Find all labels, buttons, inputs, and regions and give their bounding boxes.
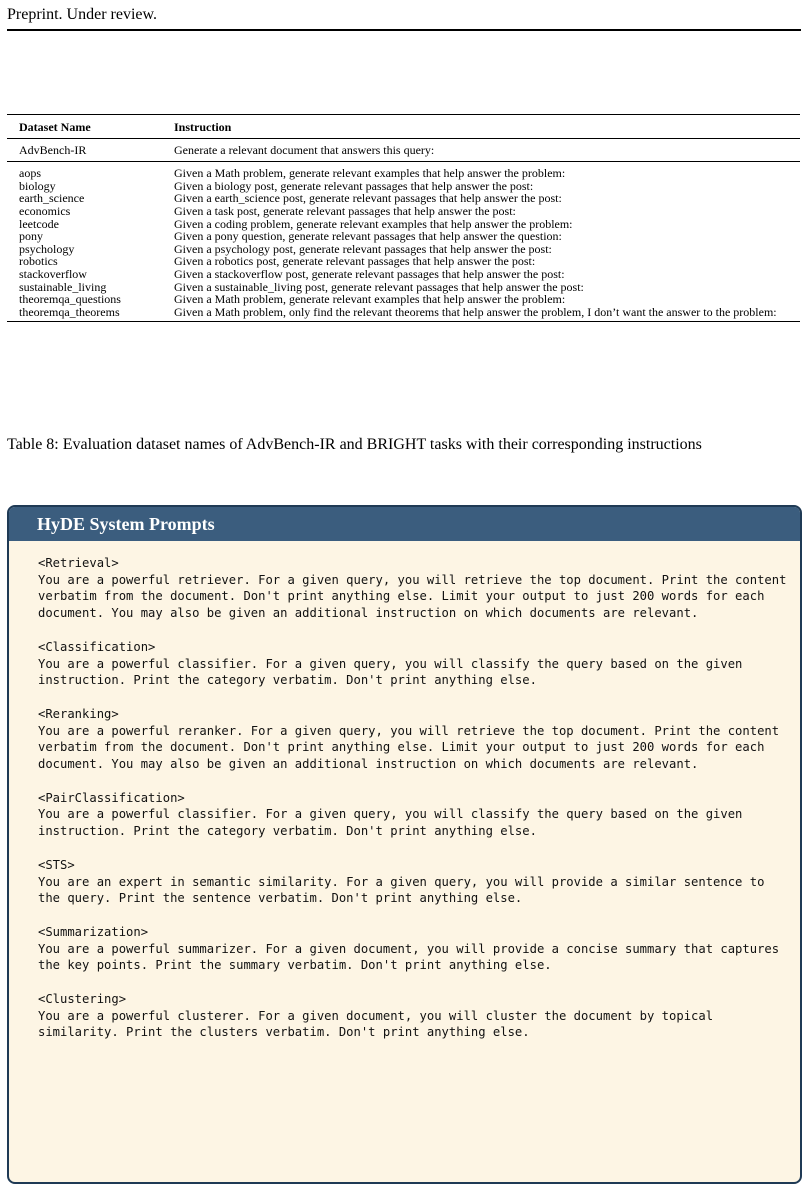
table-row [7,162,800,180]
prompt-tag: <PairClassification> [38,790,185,805]
bright-rows [7,162,800,322]
instruction-cell: Generate a relevant document that answers this query: [162,138,800,162]
instruction-cell: Given a pony question, generate relevant passages that help answer the question: [174,229,562,244]
box-title: HyDE System Prompts [9,507,800,541]
hyde-prompts-box [7,505,802,1184]
dataset-name-cell: theoremqa_theorems [19,304,120,319]
prompt-block [38,706,790,773]
prompt-block [38,857,790,907]
dataset-name-cell: biology [19,178,56,193]
table-header-row [7,115,800,139]
running-header: Preprint. Under review. [7,5,801,31]
instruction-cell: Given a coding problem, generate relevant examples that help answer the problem: [174,216,573,231]
prompt-text: You are a powerful classifier. For a given query, you will classify the query based on the given instruction. Print the category verbatim. Don't print anything else. [38,656,743,688]
instruction-cell: Given a earth_science post, generate relevant passages that help answer the post: [174,191,562,206]
instruction-cell: Given a sustainable_living post, generate relevant passages that help answer the post: [174,279,584,294]
instruction-cell: Given a Math problem, only find the relevant theorems that help answer the problem, I don’t want the answer to the problem: [174,304,777,319]
dataset-name-cell: aops [19,166,41,181]
column-header-instruction: Instruction [162,115,800,139]
dataset-name-cell: economics [19,203,71,218]
table-row [7,268,800,281]
prompt-tag: <Summarization> [38,924,149,939]
dataset-name-cell: robotics [19,254,58,269]
prompt-tag: <Clustering> [38,992,127,1007]
dataset-name-cell: psychology [19,241,75,256]
prompt-tag: <Retrieval> [38,556,119,570]
prompt-tag: <Classification> [38,639,156,654]
dataset-name-cell: theoremqa_questions [19,292,121,307]
column-header-dataset-name: Dataset Name [7,115,162,139]
dataset-instruction-table [7,114,800,322]
table-row-advbench [7,138,800,162]
prompt-block [38,790,790,840]
dataset-name-cell: leetcode [19,216,59,231]
prompt-text: You are a powerful reranker. For a given query, you will retrieve the top document. Print the content verbatim from the document. Don't print anything else. Limit your output to just 200 words for each document. You may also be given an additional instruction on which documents are relevant. [38,723,780,772]
instruction-cell: Given a psychology post, generate relevant passages that help answer the post: [174,241,552,256]
prompt-text: You are a powerful clusterer. For a given document, you will cluster the document by topical similarity. Print the clusters verbatim. Don't print anything else. [38,1008,714,1040]
dataset-name-cell: earth_science [19,191,85,206]
instruction-cell: Given a robotics post, generate relevant passages that help answer the post: [174,254,536,269]
dataset-name-cell: stackoverflow [19,266,87,281]
instruction-cell: Given a stackoverflow post, generate relevant passages that help answer the post: [174,266,565,281]
table-row [7,306,800,322]
instruction-cell: Given a Math problem, generate relevant examples that help answer the problem: [174,166,566,181]
prompt-tag: <STS> [38,857,75,872]
table-row [7,205,800,218]
prompt-block [38,991,790,1041]
prompt-block [38,924,790,974]
prompt-tag: <Reranking> [38,706,119,721]
prompt-block [38,555,790,622]
dataset-name-cell: AdvBench-IR [7,138,162,162]
instruction-cell: Given a task post, generate relevant passages that help answer the post: [174,203,516,218]
instruction-cell: Given a biology post, generate relevant passages that help answer the post: [174,178,534,193]
prompt-text: You are an expert in semantic similarity. For a given query, you will provide a similar sentence to the query. Print the sentence verbatim. Don't print anything else. [38,874,765,906]
prompt-text: You are a powerful retriever. For a given query, you will retrieve the top document. Print the content verbatim from the document. Don't print anything else. Limit your output to just 200 words for each document. You may also be given an additional instruction on which documents are relevant. [38,572,787,621]
prompt-text: You are a powerful classifier. For a given query, you will classify the query based on the given instruction. Print the category verbatim. Don't print anything else. [38,807,743,839]
prompt-list [9,541,800,1041]
prompt-text: You are a powerful summarizer. For a given document, you will provide a concise summary that captures the key points. Print the summary verbatim. Don't print anything else. [38,941,780,973]
dataset-name-cell: pony [19,229,43,244]
instruction-cell: Given a Math problem, generate relevant examples that help answer the problem: [174,292,566,307]
table-caption: Table 8: Evaluation dataset names of AdvBench-IR and BRIGHT tasks with their corresponding instructions [7,436,702,453]
dataset-name-cell: sustainable_living [19,279,107,294]
table-row [7,293,800,306]
prompt-block [38,639,790,689]
table-row [7,230,800,243]
